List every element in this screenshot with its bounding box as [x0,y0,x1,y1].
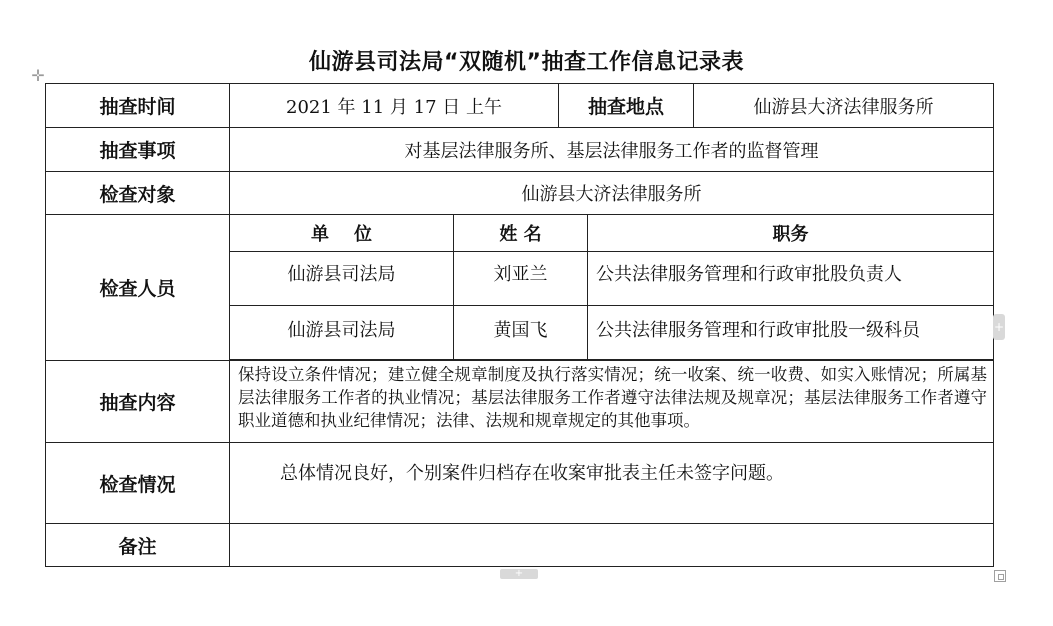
unit-header: 单 位 [230,215,454,252]
time-value[interactable]: 2021 年 11 月 17 日 上午 [230,84,559,128]
record-table [45,83,994,567]
matter-label: 抽查事项 [46,128,230,172]
remarks-label: 备注 [46,524,230,567]
result-label: 检查情况 [46,443,230,524]
personnel-label: 检查人员 [46,215,230,361]
name-header: 姓 名 [454,215,588,252]
personnel-unit[interactable]: 仙游县司法局 [230,306,454,360]
row-target [46,172,994,215]
personnel-name[interactable]: 黄国飞 [454,306,588,360]
duty-header: 职务 [588,215,994,252]
location-label: 抽查地点 [559,84,694,127]
remarks-value[interactable] [230,524,994,567]
document-title: 仙游县司法局“双随机”抽查工作信息记录表 [309,50,744,75]
location-value[interactable]: 仙游县大济法律服务所 [753,96,934,118]
personnel-unit[interactable]: 仙游县司法局 [230,252,454,306]
target-label: 检查对象 [46,172,230,215]
row-result [46,443,994,524]
personnel-duty[interactable]: 公共法律服务管理和行政审批股一级科员 [588,306,994,360]
add-row-icon[interactable]: + [500,569,538,579]
table-resize-icon[interactable] [994,570,1006,582]
result-value[interactable]: 总体情况良好，个别案件归档存在收案审批表主任未签字问题。 [230,443,994,524]
personnel-name[interactable]: 刘亚兰 [454,252,588,306]
table-move-icon[interactable]: ✛ [31,66,45,85]
row-remarks [46,524,994,567]
row-personnel-header [46,215,994,252]
time-label: 抽查时间 [46,84,230,128]
personnel-duty[interactable]: 公共法律服务管理和行政审批股负责人 [588,252,994,306]
add-column-icon[interactable]: + [993,314,1005,340]
row-matter [46,128,994,172]
target-value[interactable]: 仙游县大济法律服务所 [230,172,994,215]
row-content [46,361,994,443]
row-time [46,84,994,128]
content-value[interactable]: 保持设立条件情况；建立健全规章制度及执行落实情况；统一收案、统一收费、如实入账情况；所属基层法律服务工作者的执业情况；基层法律服务工作者遵守法律法规及规章况；基层法律服务工作者遵守职业道德和执业纪律情况；法律、法规和规章规定的其他事项。 [230,361,994,443]
content-label: 抽查内容 [46,361,230,443]
matter-value[interactable]: 对基层法律服务所、基层法律服务工作者的监督管理 [230,128,994,172]
